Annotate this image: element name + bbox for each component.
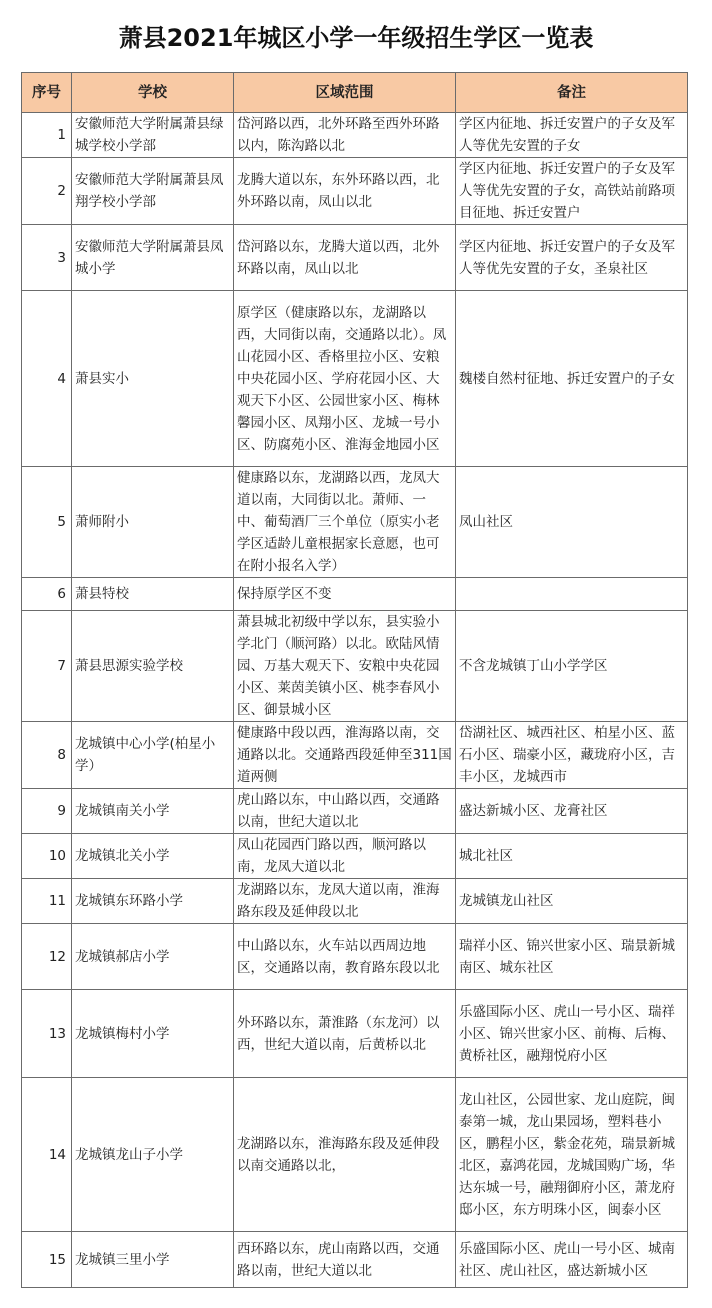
note-cell: 魏楼自然村征地、拆迁安置户的子女 xyxy=(456,291,688,467)
header-school: 学校 xyxy=(72,73,234,113)
table-row xyxy=(22,722,688,789)
table-row xyxy=(22,1078,688,1232)
table-row xyxy=(22,789,688,834)
note-cell: 乐盛国际小区、虎山一号小区、瑞祥小区、锦兴世家小区、前梅、后梅、黄桥社区，融翔悦府小区 xyxy=(456,990,688,1078)
school-cell: 萧师附小 xyxy=(72,467,234,578)
note-cell: 凤山社区 xyxy=(456,467,688,578)
table-row xyxy=(22,291,688,467)
area-cell: 龙腾大道以东，东外环路以西，北外环路以南，凤山以北 xyxy=(234,158,456,225)
school-cell: 龙城镇中心小学(柏星小学） xyxy=(72,722,234,789)
row-number: 13 xyxy=(22,990,72,1078)
row-number: 12 xyxy=(22,924,72,990)
note-cell: 不含龙城镇丁山小学学区 xyxy=(456,611,688,722)
table-row xyxy=(22,1232,688,1288)
note-cell: 学区内征地、拆迁安置户的子女及军人等优先安置的子女，圣泉社区 xyxy=(456,225,688,291)
school-cell: 龙城镇北关小学 xyxy=(72,834,234,879)
note-cell: 瑞祥小区、锦兴世家小区、瑞景新城南区、城东社区 xyxy=(456,924,688,990)
area-cell: 保持原学区不变 xyxy=(234,578,456,611)
row-number: 15 xyxy=(22,1232,72,1288)
note-cell: 学区内征地、拆迁安置户的子女及军人等优先安置的子女 xyxy=(456,113,688,158)
area-cell: 凤山花园西门路以西，顺河路以南，龙凤大道以北 xyxy=(234,834,456,879)
table-row xyxy=(22,158,688,225)
header-no: 序号 xyxy=(22,73,72,113)
table-row xyxy=(22,611,688,722)
header-area: 区域范围 xyxy=(234,73,456,113)
note-cell: 龙山社区，公园世家、龙山庭院，闽泰第一城，龙山果园场，塑料巷小区，鹏程小区，紫金花苑，瑞景新城北区，嘉鸿花园，龙城国购广场，华达东城一号，融翔御府小区，萧龙府邸小区，东方明珠小区，闽泰小区 xyxy=(456,1078,688,1232)
area-cell: 岱河路以西，北外环路至西外环路以内，陈沟路以北 xyxy=(234,113,456,158)
school-cell: 龙城镇东环路小学 xyxy=(72,879,234,924)
school-cell: 萧县实小 xyxy=(72,291,234,467)
page-title: 萧县2021年城区小学一年级招生学区一览表 xyxy=(118,23,594,52)
area-cell: 健康路以东，龙湖路以西，龙凤大道以南，大同街以北。萧师、一中、葡萄酒厂三个单位（原实小老学区适龄儿童根据家长意愿，也可在附小报名入学） xyxy=(234,467,456,578)
row-number: 2 xyxy=(22,158,72,225)
area-cell: 中山路以东，火车站以西周边地区，交通路以南，教育路东段以北 xyxy=(234,924,456,990)
row-number: 8 xyxy=(22,722,72,789)
school-cell: 龙城镇郝店小学 xyxy=(72,924,234,990)
table-row xyxy=(22,990,688,1078)
row-number: 11 xyxy=(22,879,72,924)
table-row xyxy=(22,879,688,924)
school-cell: 安徽师范大学附属萧县凤城小学 xyxy=(72,225,234,291)
row-number: 10 xyxy=(22,834,72,879)
table-header-row xyxy=(22,73,688,113)
school-cell: 萧县思源实验学校 xyxy=(72,611,234,722)
table-row xyxy=(22,924,688,990)
school-cell: 龙城镇三里小学 xyxy=(72,1232,234,1288)
table-row xyxy=(22,113,688,158)
area-cell: 萧县城北初级中学以东，县实验小学北门（顺河路）以北。欧陆风情园、万基大观天下、安粮中央花园小区、莱茵美镇小区、桃李春风小区、御景城小区 xyxy=(234,611,456,722)
area-cell: 外环路以东，萧淮路（东龙河）以西，世纪大道以南，后黄桥以北 xyxy=(234,990,456,1078)
school-cell: 龙城镇梅村小学 xyxy=(72,990,234,1078)
school-cell: 安徽师范大学附属萧县绿城学校小学部 xyxy=(72,113,234,158)
row-number: 3 xyxy=(22,225,72,291)
area-cell: 健康路中段以西，淮海路以南，交通路以北。交通路西段延伸至311国道两侧 xyxy=(234,722,456,789)
table-body xyxy=(22,113,688,1288)
table-row xyxy=(22,225,688,291)
school-cell: 安徽师范大学附属萧县凤翔学校小学部 xyxy=(72,158,234,225)
note-cell: 学区内征地、拆迁安置户的子女及军人等优先安置的子女，高铁站前路项目征地、拆迁安置户 xyxy=(456,158,688,225)
row-number: 1 xyxy=(22,113,72,158)
row-number: 5 xyxy=(22,467,72,578)
area-cell: 原学区（健康路以东，龙湖路以西，大同街以南，交通路以北）。凤山花园小区、香格里拉小区、安粮中央花园小区、学府花园小区、大观天下小区、公园世家小区、梅林馨园小区、凤翔小区、龙城一号小区、防腐苑小区、淮海金地园小区 xyxy=(234,291,456,467)
row-number: 7 xyxy=(22,611,72,722)
row-number: 6 xyxy=(22,578,72,611)
area-cell: 虎山路以东，中山路以西，交通路以南，世纪大道以北 xyxy=(234,789,456,834)
row-number: 4 xyxy=(22,291,72,467)
row-number: 9 xyxy=(22,789,72,834)
area-cell: 西环路以东，虎山南路以西，交通路以南，世纪大道以北 xyxy=(234,1232,456,1288)
row-number: 14 xyxy=(22,1078,72,1232)
note-cell: 龙城镇龙山社区 xyxy=(456,879,688,924)
note-cell: 岱湖社区、城西社区、柏星小区、蓝石小区、瑞豪小区，藏珑府小区，吉丰小区，龙城西市 xyxy=(456,722,688,789)
school-district-table xyxy=(21,72,688,1288)
note-cell xyxy=(456,578,688,611)
note-cell: 乐盛国际小区、虎山一号小区、城南社区、虎山社区，盛达新城小区 xyxy=(456,1232,688,1288)
area-cell: 龙湖路以东，龙凤大道以南，淮海路东段及延伸段以北 xyxy=(234,879,456,924)
note-cell: 盛达新城小区、龙膏社区 xyxy=(456,789,688,834)
area-cell: 岱河路以东，龙腾大道以西，北外环路以南，凤山以北 xyxy=(234,225,456,291)
table-row xyxy=(22,467,688,578)
school-cell: 龙城镇南关小学 xyxy=(72,789,234,834)
header-note: 备注 xyxy=(456,73,688,113)
school-cell: 龙城镇龙山子小学 xyxy=(72,1078,234,1232)
school-cell: 萧县特校 xyxy=(72,578,234,611)
table-row xyxy=(22,578,688,611)
area-cell: 龙湖路以东，淮海路东段及延伸段以南交通路以北， xyxy=(234,1078,456,1232)
table-row xyxy=(22,834,688,879)
note-cell: 城北社区 xyxy=(456,834,688,879)
